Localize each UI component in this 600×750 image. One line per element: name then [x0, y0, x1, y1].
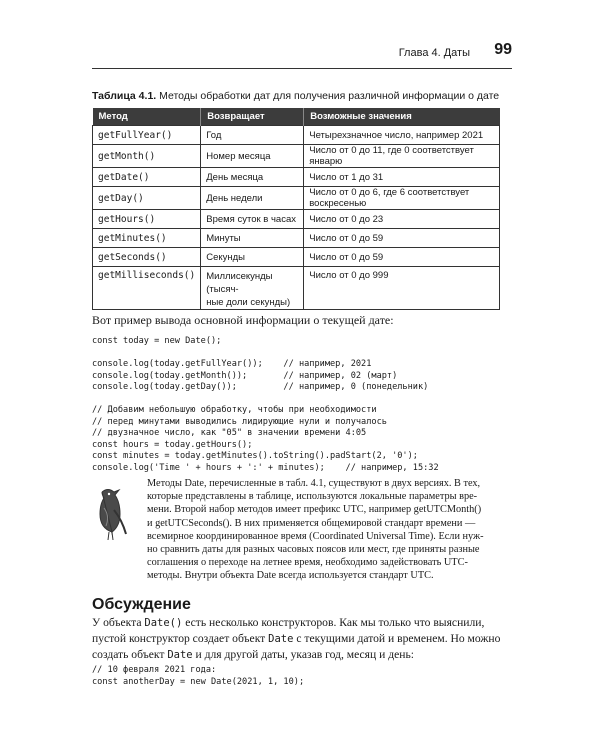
discussion-paragraph [92, 615, 502, 663]
returns-cell: День недели [201, 187, 304, 210]
values-cell: Число от 0 до 6, где 6 соответствует воскресенью [304, 187, 500, 210]
code-block-1: const today = new Date(); console.log(today.getFullYear()); // например, 2021 console.log(today.getMonth()); // например, 02 (март) console.log(today.getDay()); // например, 0 (понедельник) // Добавим небольшую обработку, чтобы при необходимости // перед минутами выводились лидирующие нули и получалось // двузначное число, как "05" в значении времени 4:05 const hours = today.getHours(); const minutes = today.getMinutes().toString().padStart(2, '0'); console.log('Time ' + hours + ':' + minutes); // например, 15:32 [92, 336, 439, 473]
table-row [93, 126, 500, 145]
discussion-line [92, 647, 502, 663]
note-line: но сравнить даты для разных часовых поясов или мест, где приняты разные [147, 544, 480, 556]
values-cell: Число от 0 до 11, где 0 соответствует январю [304, 145, 500, 168]
table-caption-label: Таблица 4.1. [92, 90, 157, 102]
column-header-returns: Возвращает [201, 108, 304, 126]
note-line: соглашения о переходе на летнее время, необходимо задействовать UTC- [147, 557, 468, 569]
values-cell: Число от 0 до 59 [304, 248, 500, 267]
note-line: Методы Date, перечисленные в табл. 4.1, существуют в двух версиях. В тех, [147, 478, 481, 489]
inline-code: Date [167, 649, 193, 661]
values-cell: Число от 0 до 23 [304, 210, 500, 229]
values-cell: Число от 0 до 59 [304, 229, 500, 248]
method-cell: getDay() [93, 187, 201, 210]
table-row [93, 210, 500, 229]
table-row [93, 229, 500, 248]
values-cell: Число от 1 до 31 [304, 168, 500, 187]
method-cell: getMilliseconds() [93, 267, 201, 310]
table-row [93, 168, 500, 187]
returns-cell: Миллисекунды (тысяч- ные доли секунды) [201, 267, 304, 310]
chapter-title: Глава 4. Даты [398, 47, 470, 59]
note-text [147, 477, 503, 583]
method-cell: getFullYear() [93, 126, 201, 145]
returns-cell: Минуты [201, 229, 304, 248]
crow-icon [92, 486, 134, 542]
table-caption-text: Методы обработки дат для получения различной информации о дате [156, 90, 500, 102]
page-header [92, 38, 512, 69]
page-number: 99 [494, 41, 512, 58]
table-row [93, 145, 500, 168]
note-line: которые представлены в таблице, используются локальные параметры вре- [147, 491, 478, 503]
table-caption [92, 90, 499, 102]
table-row [93, 187, 500, 210]
method-cell: getHours() [93, 210, 201, 229]
returns-cell: День месяца [201, 168, 304, 187]
inline-code: Date() [144, 617, 183, 629]
method-cell: getMinutes() [93, 229, 201, 248]
table-row [93, 248, 500, 267]
returns-cell: Год [201, 126, 304, 145]
text-span: есть несколько конструкторов. Как мы только что выяснили, [182, 616, 485, 629]
section-heading: Обсуждение [92, 596, 191, 613]
values-cell: Четырехзначное число, например 2021 [304, 126, 500, 145]
text-span: и для другой даты, указав год, месяц и день: [192, 648, 414, 661]
returns-cell: Секунды [201, 248, 304, 267]
method-cell: getDate() [93, 168, 201, 187]
code-block-2: // 10 февраля 2021 года: const anotherDay = new Date(2021, 1, 10); [92, 665, 305, 687]
table-row [93, 267, 500, 310]
inline-code: Date [268, 633, 294, 645]
method-cell: getSeconds() [93, 248, 201, 267]
text-span: У объекта [92, 616, 145, 629]
method-cell: getMonth() [93, 145, 201, 168]
note-line: всемирное координированное время (Coordinated Universal Time). Если нуж- [147, 530, 484, 542]
values-cell: Число от 0 до 999 [304, 267, 500, 310]
column-header-values: Возможные значения [304, 108, 500, 126]
table-header-row [93, 108, 500, 126]
note-line: мени. Второй набор методов имеет префикс UTC, например getUTCMonth() [147, 504, 482, 516]
discussion-line [92, 615, 502, 631]
text-span: пустой конструктор создает объект [92, 632, 269, 645]
returns-cell: Время суток в часах [201, 210, 304, 229]
intro-paragraph: Вот пример вывода основной информации о текущей дате: [92, 313, 394, 327]
date-methods-table [92, 108, 500, 310]
returns-cell: Номер месяца [201, 145, 304, 168]
text-span: с текущими датой и временем. Но можно [293, 632, 501, 645]
note-line: методы. Внутри объекта Date всегда используется стандарт UTC. [147, 570, 434, 582]
column-header-method: Метод [93, 108, 201, 126]
text-span: создать объект [92, 648, 168, 661]
note-line: и getUTCSeconds(). В них применяется общемировой стандарт времени — [147, 517, 476, 529]
discussion-line [92, 631, 502, 647]
